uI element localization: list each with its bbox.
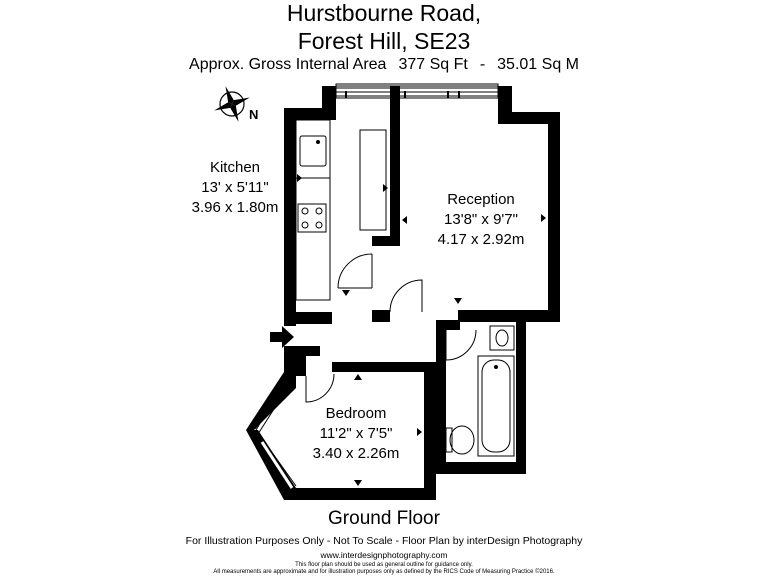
footer-website: www.interdesignphotography.com bbox=[320, 550, 448, 560]
sink-icon bbox=[300, 136, 326, 166]
area-sqft: 377 Sq Ft bbox=[398, 56, 468, 73]
room-label-kitchen bbox=[180, 158, 290, 218]
room-dims-metric: 3.40 x 2.26m bbox=[312, 445, 400, 462]
footer-credit: For Illustration Purposes Only - Not To Scale - Floor Plan by interDesign Photography bbox=[185, 535, 583, 547]
address-line-1: Hurstbourne Road, bbox=[286, 0, 482, 26]
room-name: Bedroom bbox=[325, 405, 387, 422]
room-dims-imperial: 13'8" x 9'7" bbox=[444, 211, 518, 228]
entrance-arrow-icon bbox=[270, 326, 294, 348]
footer-guidance: This floor plan should be used as general outline for guidance only. bbox=[295, 562, 473, 568]
room-name: Reception bbox=[447, 191, 515, 208]
bath-icon bbox=[478, 356, 514, 456]
top-windows bbox=[336, 84, 498, 98]
area-separator: - bbox=[479, 56, 486, 73]
room-dims-metric: 3.96 x 1.80m bbox=[191, 199, 279, 216]
bay-window bbox=[246, 372, 296, 500]
bathroom-fixtures bbox=[446, 326, 514, 456]
footer-disclaimer: All measurements are approximate and for illustration purposes only as defined by the RICS Code of Measuring Practice ©2016. bbox=[213, 569, 555, 575]
room-label-reception bbox=[418, 190, 544, 250]
area-sqm: 35.01 Sq M bbox=[497, 56, 579, 73]
room-name: Kitchen bbox=[209, 159, 261, 176]
room-label-bedroom bbox=[300, 404, 412, 464]
area-label: Approx. Gross Internal Area bbox=[189, 56, 387, 73]
hob-icon bbox=[298, 204, 326, 232]
room-dims-metric: 4.17 x 2.92m bbox=[437, 231, 525, 248]
room-dims-imperial: 13' x 5'11" bbox=[201, 179, 269, 196]
basin-icon bbox=[496, 330, 508, 346]
address-line-2: Forest Hill, SE23 bbox=[297, 28, 471, 54]
toilet-icon bbox=[450, 426, 474, 454]
compass-north-label: N bbox=[249, 107, 259, 122]
room-dims-imperial: 11'2" x 7'5" bbox=[319, 425, 393, 442]
floor-label: Ground Floor bbox=[328, 508, 440, 529]
